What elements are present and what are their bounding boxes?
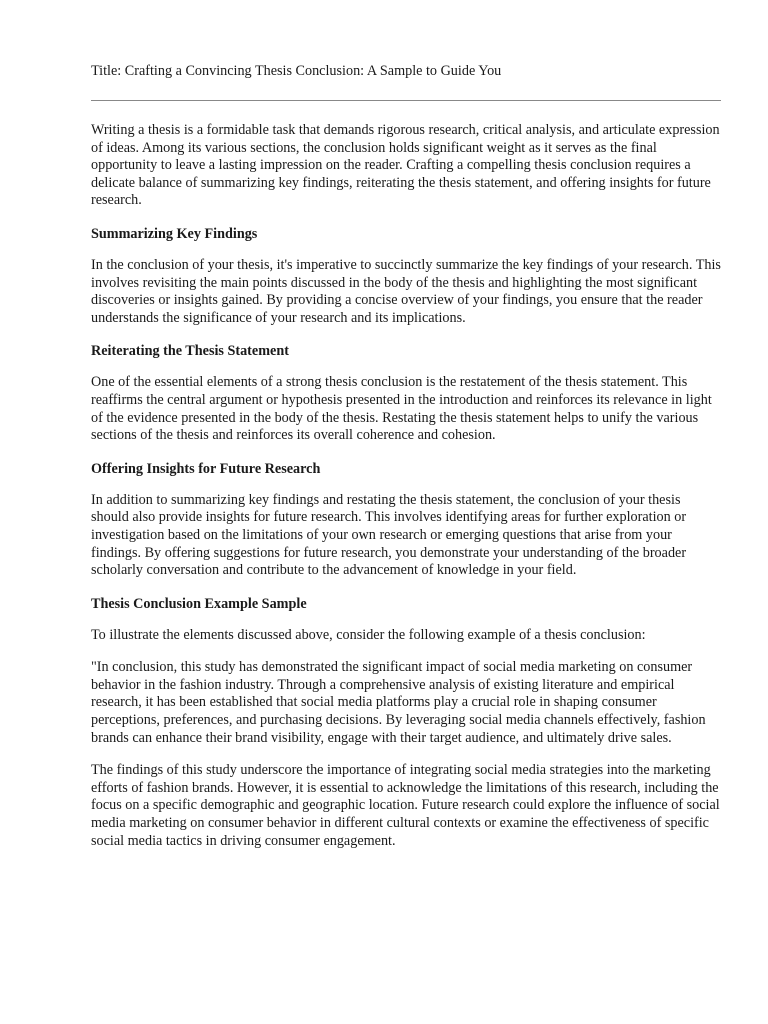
example-quote-paragraph: "In conclusion, this study has demonstrated the significant impact of social media marketing on consumer behavior in the fashion industry. Through a comprehensive analysis of existing literature and empirical research, it has been established that social media platforms play a crucial role in shaping consumer perceptions, preferences, and purchasing decisions. By leveraging social media channels effectively, fashion brands can enhance their brand visibility, engage with their target audience, and ultimately drive sales.	[91, 659, 706, 746]
section-paragraph: To illustrate the elements discussed above, consider the following example of a thesis conclusion:	[91, 626, 646, 643]
section-heading-reiterating: Reiterating the Thesis Statement	[91, 343, 289, 360]
example-quote-paragraph: The findings of this study underscore the importance of integrating social media strategies into the marketing efforts of fashion brands. However, it is essential to acknowledge the limitations of this research, including the focus on a specific demographic and geographic location. Future research could explore the influence of social media marketing on consumer behavior in different cultural contexts or examine the effectiveness of specific social media tactics in driving consumer engagement.	[91, 762, 720, 849]
section-heading-summarizing: Summarizing Key Findings	[91, 225, 258, 242]
section-heading-example: Thesis Conclusion Example Sample	[91, 595, 307, 612]
intro-paragraph: Writing a thesis is a formidable task that demands rigorous research, critical analysis, and articulate expression of ideas. Among its various sections, the conclusion holds significant weight as it serves as the final opportunity to leave a lasting impression on the reader. Crafting a compelling thesis conclusion requires a delicate balance of summarizing key findings, reiterating the thesis statement, and offering insights for future research.	[91, 122, 720, 209]
document-title: Title: Crafting a Convincing Thesis Conclusion: A Sample to Guide You	[91, 63, 502, 79]
section-paragraph: One of the essential elements of a strong thesis conclusion is the restatement of the thesis statement. This reaffirms the central argument or hypothesis presented in the introduction and reinforces its relevance in light of the evidence presented in the body of the thesis. Restating the thesis statement helps to unify the various sections of the thesis and reinforces its overall coherence and cohesion.	[91, 374, 712, 444]
title-divider	[91, 100, 721, 101]
document-body	[91, 122, 721, 865]
section-paragraph: In addition to summarizing key findings and restating the thesis statement, the conclusion of your thesis should also provide insights for future research. This involves identifying areas for further exploration or investigation based on the limitations of your own research or emerging questions that arise from your findings. By offering suggestions for future research, you demonstrate your understanding of the broader scholarly conversation and contribute to the advancement of knowledge in your field.	[91, 491, 687, 579]
section-heading-future-research: Offering Insights for Future Research	[91, 460, 321, 477]
section-paragraph: In the conclusion of your thesis, it's imperative to succinctly summarize the key findings of your research. This involves revisiting the main points discussed in the body of the thesis and highlighting the most significant discoveries or insights gained. By providing a concise overview of your findings, you ensure that the reader understands the significance of your research and its implications.	[91, 256, 721, 326]
